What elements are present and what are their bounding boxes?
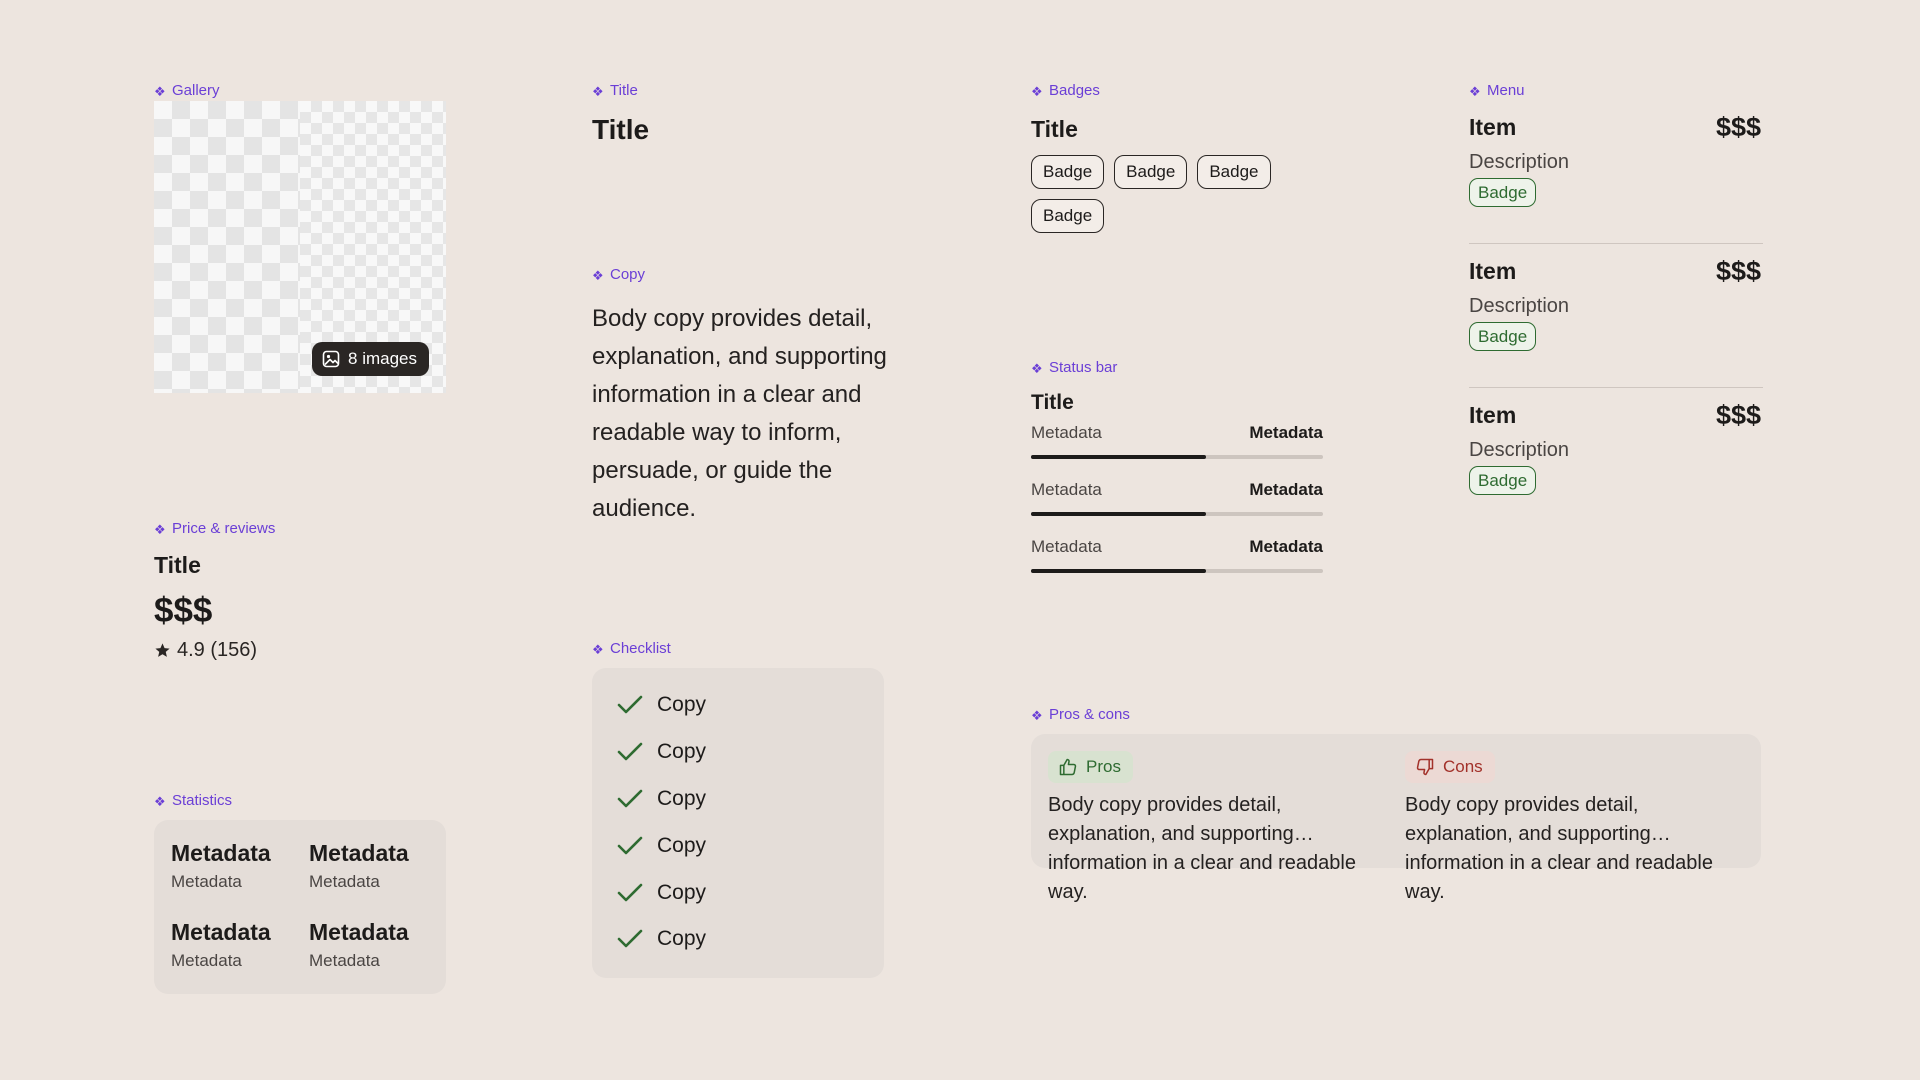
badge: Badge — [1031, 199, 1104, 233]
progress-fill — [1031, 569, 1206, 573]
component-diamond-icon: ❖ — [1031, 707, 1043, 723]
gallery-count-button[interactable] — [312, 342, 429, 376]
gallery-section — [154, 82, 417, 368]
menu-label-text: Menu — [1487, 82, 1525, 99]
copy-label-text: Copy — [610, 266, 646, 283]
pros-cons-label-text: Pros & cons — [1049, 706, 1130, 723]
checklist-label-text: Checklist — [610, 640, 671, 657]
progress-track — [1031, 569, 1323, 573]
star-icon — [154, 642, 171, 659]
component-diamond-icon: ❖ — [154, 83, 166, 99]
checklist-section — [592, 640, 884, 978]
badges-title: Title — [1031, 116, 1078, 142]
stat-item — [309, 840, 409, 892]
gallery-section-label — [154, 82, 220, 100]
checklist-card — [592, 668, 884, 978]
pros-text: Body copy provides detail, explanation, and supporting information in a clear and readable way. — [1048, 794, 1356, 903]
status-row — [1031, 537, 1323, 594]
menu-item-badge: Badge — [1469, 322, 1536, 351]
statistics-card — [154, 820, 446, 994]
page-title: Title — [592, 114, 650, 145]
menu-item-description: Description — [1469, 295, 1570, 317]
component-diamond-icon: ❖ — [592, 83, 604, 99]
checklist-item-text: Copy — [657, 786, 707, 810]
stat-item — [171, 840, 271, 892]
check-icon — [617, 742, 643, 762]
cons-text: Body copy provides detail, explanation, and supporting information in a clear and readable way. — [1405, 794, 1713, 903]
menu-item[interactable] — [1469, 388, 1763, 531]
component-diamond-icon: ❖ — [154, 521, 166, 537]
menu-item-description: Description — [1469, 151, 1570, 173]
pros-column — [1048, 751, 1388, 903]
pros-cons-card — [1031, 734, 1761, 903]
pros-cons-section-label — [1031, 706, 1761, 724]
checklist-item-text: Copy — [657, 693, 707, 717]
rating-text: 4.9 (156) — [177, 639, 258, 661]
price-reviews-title: Title — [154, 552, 201, 578]
menu-item-price: $$$ — [1715, 400, 1761, 430]
progress-fill — [1031, 512, 1206, 516]
menu-list — [1469, 100, 1763, 531]
checklist-item-text: Copy — [657, 740, 707, 764]
component-diamond-icon: ❖ — [1469, 83, 1481, 99]
status-meta-left: Metadata — [1031, 480, 1102, 499]
menu-item-title: Item — [1469, 402, 1517, 428]
component-diamond-icon: ❖ — [154, 793, 166, 809]
price-reviews-section-label — [154, 520, 275, 538]
status-bar-title: Title — [1031, 391, 1074, 414]
cons-pill — [1405, 751, 1495, 783]
price-reviews-section — [154, 520, 275, 662]
statistics-section — [154, 792, 446, 994]
stat-label: Metadata — [309, 951, 380, 970]
checklist-item — [592, 869, 884, 916]
rating — [154, 639, 275, 662]
statistics-label-text: Statistics — [172, 792, 233, 809]
menu-item-badge: Badge — [1469, 178, 1536, 207]
stat-label: Metadata — [171, 951, 242, 970]
price-reviews-label-text: Price & reviews — [172, 520, 276, 537]
title-section-label — [592, 82, 649, 100]
component-diamond-icon: ❖ — [1031, 83, 1043, 99]
badge-group — [1031, 155, 1321, 243]
copy-section — [592, 266, 892, 528]
stat-label: Metadata — [171, 872, 242, 891]
progress-fill — [1031, 455, 1206, 459]
title-label-text: Title — [610, 82, 638, 99]
image-icon — [322, 350, 340, 368]
status-meta-left: Metadata — [1031, 423, 1102, 442]
price-value: $$$ — [154, 591, 213, 630]
progress-track — [1031, 512, 1323, 516]
checklist-item — [592, 916, 884, 963]
component-diamond-icon: ❖ — [592, 641, 604, 657]
check-icon — [617, 695, 643, 715]
status-meta-right: Metadata — [1249, 537, 1323, 556]
badge: Badge — [1114, 155, 1187, 189]
badges-section-label — [1031, 82, 1331, 100]
check-icon — [617, 929, 643, 949]
check-icon — [617, 883, 643, 903]
menu-item-price: $$$ — [1715, 112, 1761, 142]
status-bar-section — [1031, 359, 1323, 594]
menu-item-badge: Badge — [1469, 466, 1536, 495]
cons-column — [1405, 751, 1745, 903]
gallery-image[interactable] — [154, 101, 446, 393]
gallery-image-left — [154, 101, 300, 393]
status-bar-list — [1031, 423, 1323, 594]
stat-value: Metadata — [171, 840, 271, 866]
gallery-label-text: Gallery — [172, 82, 220, 99]
badge: Badge — [1031, 155, 1104, 189]
menu-section — [1469, 82, 1763, 531]
status-meta-left: Metadata — [1031, 537, 1102, 556]
stat-label: Metadata — [309, 872, 380, 891]
badge: Badge — [1197, 155, 1270, 189]
menu-section-label — [1469, 82, 1763, 100]
checklist-item — [592, 822, 884, 869]
checklist-item-text: Copy — [657, 927, 707, 951]
gallery-count-text: 8 images — [348, 349, 417, 368]
stat-item — [171, 919, 271, 971]
statistics-section-label — [154, 792, 446, 810]
status-row — [1031, 480, 1323, 537]
stat-value: Metadata — [171, 919, 271, 945]
menu-item[interactable] — [1469, 100, 1763, 244]
check-icon — [617, 836, 643, 856]
checklist-item — [592, 729, 884, 776]
stat-value: Metadata — [309, 919, 409, 945]
status-meta-right: Metadata — [1249, 480, 1323, 499]
thumbs-down-icon — [1415, 757, 1435, 777]
title-section — [592, 82, 649, 146]
component-diamond-icon: ❖ — [592, 267, 604, 283]
thumbs-up-icon — [1058, 757, 1078, 777]
menu-item-title: Item — [1469, 114, 1517, 140]
status-bar-section-label — [1031, 359, 1323, 377]
menu-item-price: $$$ — [1715, 256, 1761, 286]
checklist-item — [592, 776, 884, 823]
badges-label-text: Badges — [1049, 82, 1100, 99]
cons-label: Cons — [1443, 757, 1483, 776]
checklist-item-text: Copy — [657, 880, 707, 904]
pros-label: Pros — [1086, 757, 1121, 776]
pros-pill — [1048, 751, 1133, 783]
checklist-section-label — [592, 640, 884, 658]
checklist-item-text: Copy — [657, 833, 707, 857]
status-meta-right: Metadata — [1249, 423, 1323, 442]
menu-item-description: Description — [1469, 439, 1570, 461]
component-diamond-icon: ❖ — [1031, 360, 1043, 376]
badges-section — [1031, 82, 1331, 243]
stat-value: Metadata — [309, 840, 409, 866]
menu-item-title: Item — [1469, 258, 1517, 284]
copy-section-label — [592, 266, 892, 284]
stat-item — [309, 919, 409, 971]
check-icon — [617, 789, 643, 809]
status-bar-label-text: Status bar — [1049, 359, 1118, 376]
menu-item[interactable] — [1469, 244, 1763, 388]
progress-track — [1031, 455, 1323, 459]
status-row — [1031, 423, 1323, 480]
checklist-item — [592, 682, 884, 729]
body-copy: Body copy provides detail, explanation, and supporting information in a clear and readable way to inform, persuade, or guide the audience. — [592, 305, 887, 522]
pros-cons-section — [1031, 706, 1761, 903]
